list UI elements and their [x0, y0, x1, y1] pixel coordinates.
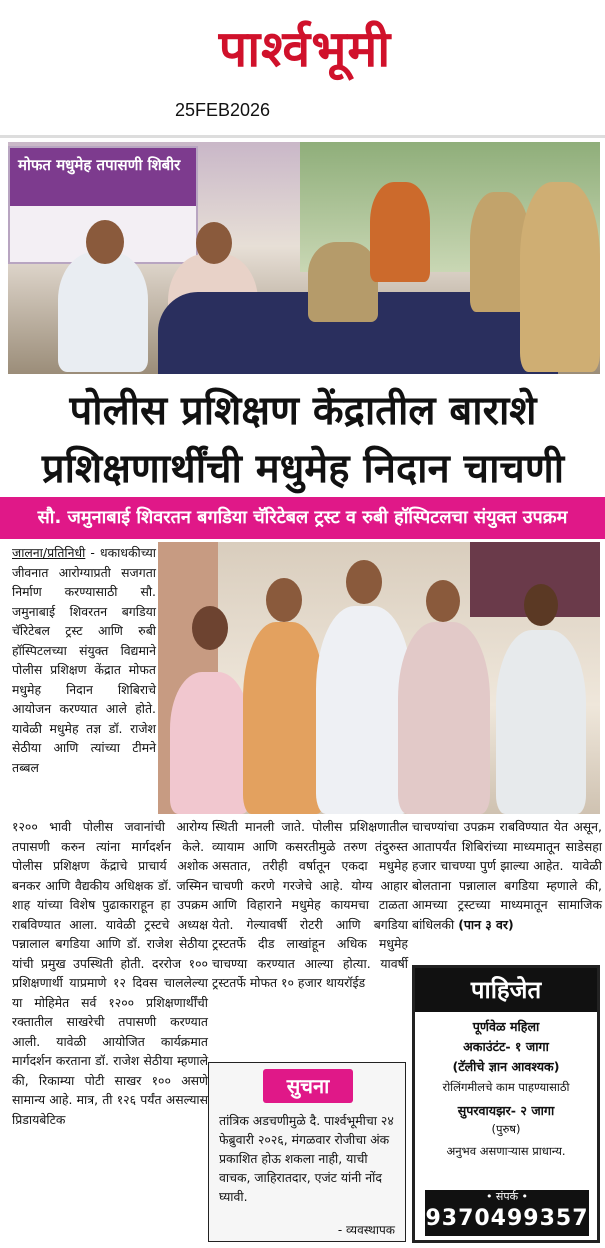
ad-contact-label: • संपर्क • [485, 1190, 529, 1203]
person-striped-shirt [496, 630, 586, 814]
police-standing-2 [520, 182, 600, 372]
notice-box [208, 1062, 406, 1242]
ad-title: पाहिजेत [415, 968, 597, 1012]
ad-contact-block [425, 1190, 589, 1236]
notice-body: तांत्रिक अडचणीमुळे दै. पार्श्वभूमीचा २४ फेब्रुवारी २०२६, मंगळवार रोजीचा अंक प्रकाशित होऊ शकला नाही, याची वाचक, जाहिरातदार, एजंट यांनी नोंद घ्यावी. [219, 1113, 394, 1204]
edition-date: 25FEB2026 [175, 100, 271, 120]
article-text-1a: - धकाधकीच्या जीवनात आरोग्याप्रती सजगता निर्माण करण्यासाठी सौ. जमुनाबाई शिवरतन बगडिया चॅरिटेबल ट्रस्ट आणि रुबी हॉस्पिटलच्या संयुक्त विद्यमाने पोलीस प्रशिक्षण केंद्रात मोफत मधुमेह निदान शिबिराचे आयोजन करण्यात आले होते. यावेळी मधुमेह तज्ञ डॉ. राजेश सेठीया आणि त्यांच्या टीमने तब्बल [12, 545, 156, 775]
article-column-3 [412, 817, 602, 934]
ad-line-5: सुपरवायझर- २ जागा [457, 1103, 555, 1118]
volunteer-orange [370, 182, 430, 282]
article-column-1-top [12, 543, 156, 777]
ad-line-2: अकाउंटंट- १ जागा [463, 1039, 549, 1054]
person-orange-shirt [243, 622, 325, 814]
group-photo [158, 542, 600, 814]
seated-person-left [58, 252, 148, 372]
masthead [0, 0, 605, 140]
article-text-2: स्थिती मानली जाते. पोलीस प्रशिक्षणातील व्यायाम आणि कसरतीमुळे तरुण तंदुरुस्त असतात, तरीही वर्षातून एकदा मधुमेह चाचणी करणे गरजेचे आहे. योग्य आहार आणि विहाराने मधुमेह कायमचा टाळता येतो. गेल्यावर्षी रोटरी आणि बगडिया ट्रस्टतर्फे दीड लाखांहून अधिक मधुमेह चाचण्या करण्यात आल्या होत्या. यावर्षी ट्रस्टतर्फे मोफत १० हजार थायरॉईड [212, 819, 408, 990]
newspaper-logo: पार्श्वभूमी [218, 19, 392, 78]
article-text-3: चाचण्यांचा उपक्रम राबविण्यात येत असून, आतापर्यंत शिबिरांच्या माध्यमातून साडेसहा हजार चाचण्या पुर्ण झाल्या आहेत. यावेळी बोलताना पन्नालाल बगडिया म्हणाले की, आमच्या ट्रस्टच्या माध्यमातून सामाजिक बांधिलकी [412, 819, 602, 932]
ad-line-1: पूर्णवेळ महिला [472, 1019, 540, 1034]
header-divider [0, 135, 605, 138]
top-news-photo [8, 142, 600, 374]
notice-signature: - व्यवस्थापक [337, 1223, 395, 1237]
subheadline-text: सौ. जमुनाबाई शिवरतन बगडिया चॅरिटेबल ट्रस्ट व रुबी हॉस्पिटलचा संयुक्त उपक्रम [37, 507, 568, 528]
camp-banner-text: मोफत मधुमेह तपासणी शिबीर [18, 156, 181, 174]
ad-phone-number: 9370499357 [425, 1206, 589, 1231]
person-woman [170, 672, 250, 814]
headline-line-1: पोलीस प्रशिक्षण केंद्रातील बाराशे [69, 387, 537, 434]
headline-line-2: प्रशिक्षणार्थींची मधुमेह निदान चाचणी [41, 445, 565, 492]
subheadline-strap [0, 497, 605, 539]
seated-person-left-head [86, 220, 124, 264]
person-check-shirt [398, 622, 490, 814]
person-white-shirt-head [346, 560, 382, 604]
police-trainee-writing [308, 242, 378, 322]
article-column-1-bottom [12, 817, 208, 1129]
ad-line-3: (टॅलीचे ज्ञान आवश्यक) [452, 1059, 560, 1074]
job-advertisement [412, 965, 600, 1243]
ad-line-7: अनुभव असणाऱ्यास प्राधान्य. [446, 1144, 566, 1158]
article-text-1b: १२०० भावी पोलीस जवानांची आरोग्य तपासणी करुन त्यांना मार्गदर्शन केले. पोलीस प्रशिक्षण केंद्राचे प्राचार्य अशोक बनकर आणि वैद्यकीय अधिक्षक डॉ. जस्मिन शाह यांच्या विशेष पुढाकाराहून हा उपक्रम राबविण्यात आला. यावेळी ट्रस्टचे अध्यक्ष पन्नालाल बगडिया आणि डॉ. राजेश सेठीया यांची प्रमुख उपस्थिती होती. दररोज १०० प्रशिक्षणार्थी याप्रमाणे १२ दिवस चाललेल्या या मोहिमेत सर्व १२०० प्रशिक्षणार्थींची रक्तातील साखरेची तपासणी करण्यात आली. यावेळी आयोजित कार्यक्रमात मार्गदर्शन करताना डॉ. राजेश सेठीया म्हणाले की, रिकाम्या पोटी साखर १०० असणे सामान्य आहे. मात्र, ती १२६ पर्यंत असल्यास प्रिडायबेटिक [12, 819, 208, 1127]
person-orange-shirt-head [266, 578, 302, 622]
person-check-shirt-head [426, 580, 460, 622]
person-striped-shirt-head [524, 584, 558, 626]
ad-line-4: रोलिंगमीलचे काम पाहण्यासाठी [442, 1080, 570, 1094]
article-column-2 [212, 817, 408, 993]
person-woman-head [192, 606, 228, 650]
notice-title: सुचना [263, 1069, 353, 1103]
byline: जालना/प्रतिनिधी [12, 545, 86, 560]
seated-person-right-head [196, 222, 232, 264]
continued-on-page: (पान ३ वर) [458, 916, 514, 932]
ad-line-6: (पुरुष) [491, 1122, 521, 1136]
